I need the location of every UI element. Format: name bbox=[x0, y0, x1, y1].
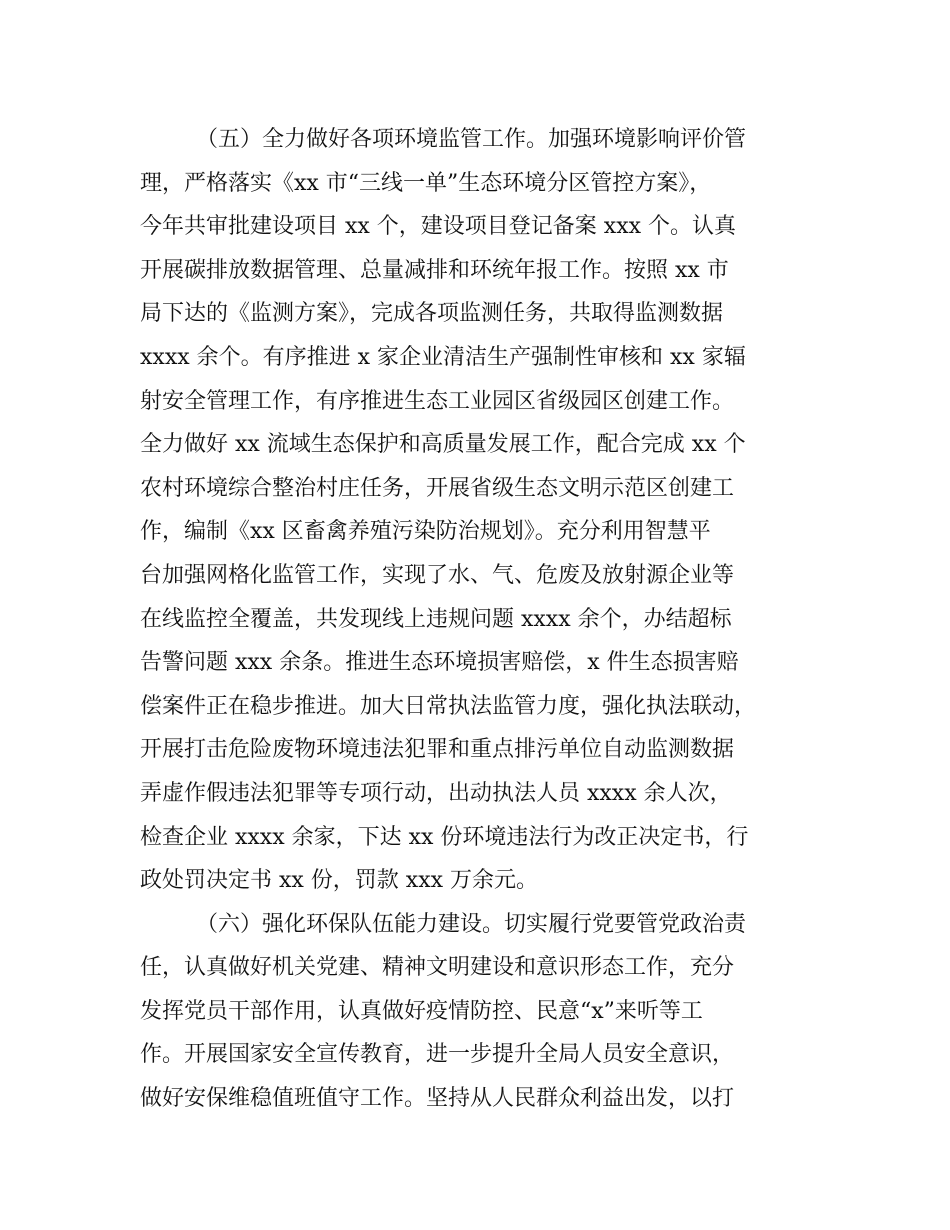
text-line: 在线监控全覆盖，共发现线上违规问题 xxxx 余个，办结超标 bbox=[140, 606, 732, 632]
text-line: 发挥党员干部作用，认真做好疫情防控、民意“x”来听等工 bbox=[140, 998, 703, 1024]
text-line: 任，认真做好机关党建、精神文明建设和意识形态工作，充分 bbox=[140, 955, 735, 981]
text-line: 射安全管理工作，有序推进生态工业园区省级园区创建工作。 bbox=[140, 388, 735, 414]
text-line: 偿案件正在稳步推进。加大日常执法监管力度，强化执法联动， bbox=[140, 693, 757, 719]
text-line: 检查企业 xxxx 余家，下达 xx 份环境违法行为改正决定书，行 bbox=[140, 824, 749, 850]
text-line: （五）全力做好各项环境监管工作。加强环境影响评价管 bbox=[196, 127, 747, 152]
text-line: 告警问题 xxx 余条。推进生态环境损害赔偿，x 件生态损害赔 bbox=[140, 650, 739, 676]
text-line: 农村环境综合整治村庄任务，开展省级生态文明示范区创建工 bbox=[140, 475, 735, 501]
text-line: 做好安保维稳值班值守工作。坚持从人民群众利益出发，以打 bbox=[140, 1086, 735, 1112]
paragraph-section-6 bbox=[140, 903, 830, 1121]
text-line: 局下达的《监测方案》，完成各项监测任务，共取得监测数据 bbox=[140, 301, 724, 327]
text-line: 弄虚作假违法犯罪等专项行动，出动执法人员 xxxx 余人次， bbox=[140, 780, 732, 806]
text-line: xxxx 余个。有序推进 x 家企业清洁生产强制性审核和 xx 家辐 bbox=[140, 344, 746, 370]
text-line: 理，严格落实《xx 市“三线一单”生态环境分区管控方案》， bbox=[140, 170, 712, 196]
document-body bbox=[140, 118, 830, 1121]
text-line: 开展碳排放数据管理、总量减排和环统年报工作。按照 xx 市 bbox=[140, 257, 729, 283]
text-line: （六）强化环保队伍能力建设。切实履行党要管党政治责 bbox=[196, 911, 747, 937]
text-line: 作。开展国家安全宣传教育，进一步提升全局人员安全意识， bbox=[140, 1042, 735, 1068]
text-line: 政处罚决定书 xx 份，罚款 xxx 万余元。 bbox=[140, 868, 539, 894]
paragraph-section-5 bbox=[140, 118, 830, 903]
text-line: 全力做好 xx 流域生态保护和高质量发展工作，配合完成 xx 个 bbox=[140, 432, 746, 458]
text-line: 开展打击危险废物环境违法犯罪和重点排污单位自动监测数据 bbox=[140, 737, 735, 763]
text-line: 台加强网格化监管工作，实现了水、气、危废及放射源企业等 bbox=[140, 562, 735, 588]
text-line: 作，编制《xx 区畜禽养殖污染防治规划》。充分利用智慧平 bbox=[140, 519, 711, 545]
text-line: 今年共审批建设项目 xx 个，建设项目登记备案 xxx 个。认真 bbox=[140, 214, 737, 240]
